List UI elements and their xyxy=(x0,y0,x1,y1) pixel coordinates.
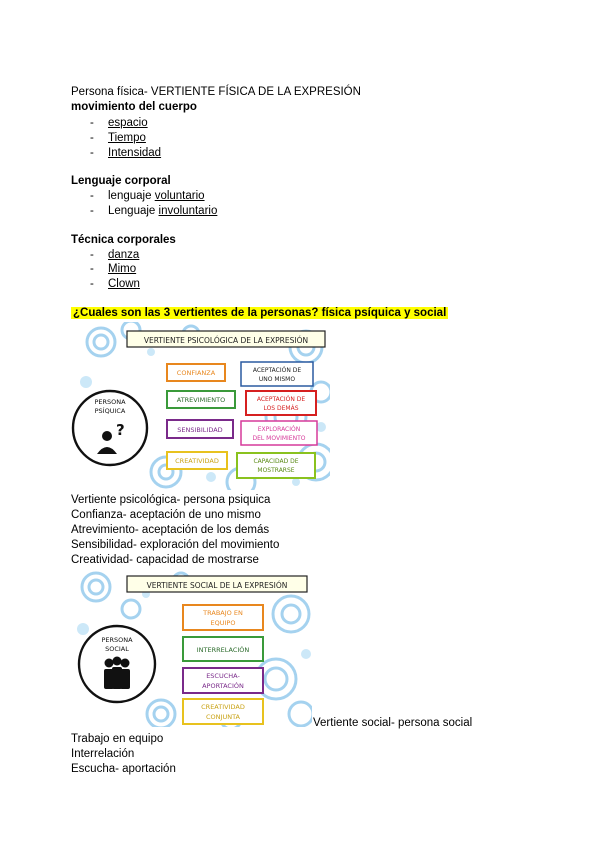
list-item-prefix: Lenguaje xyxy=(108,205,159,217)
list-item-link[interactable]: Clown xyxy=(108,278,140,290)
heading-line: Persona física- VERTIENTE FÍSICA DE LA EXPRESIÓN xyxy=(71,86,361,98)
box-aceptacion-line2: UNO MISMO xyxy=(258,376,296,383)
list-dash: - xyxy=(90,147,94,159)
list-item-link[interactable]: voluntario xyxy=(154,190,205,202)
circle-social-line2: SOCIAL xyxy=(105,645,129,653)
list-dash: - xyxy=(90,117,94,129)
box-confianza: CONFIANZA xyxy=(176,369,216,377)
box-aceptacion-line1: ACEPTACIÓN DE xyxy=(252,367,302,374)
highlighted-question: ¿Cuales son las 3 vertientes de la personas? física psíquica y social xyxy=(73,307,447,319)
list-dash: - xyxy=(90,205,94,217)
box-capacidad-line2: MOSTRARSE xyxy=(257,467,295,474)
question-line xyxy=(71,306,448,321)
box-exploracion-line2: DEL MOVIMIENTO xyxy=(252,435,306,442)
box-trabajo-line1: TRABAJO EN xyxy=(203,609,243,617)
social-line: Escucha- aportación xyxy=(71,763,176,775)
list-item-link[interactable]: involuntario xyxy=(158,205,218,217)
section-title-tecnica: Técnica corporales xyxy=(71,234,176,246)
box-capacidad-line1: CAPACIDAD DE xyxy=(253,458,299,465)
psico-line: Creatividad- capacidad de mostrarse xyxy=(71,554,259,566)
list-dash: - xyxy=(90,249,94,261)
circle-social-line1: PERSONA xyxy=(101,636,133,644)
box-creatividad-conjunta-line1: CREATIVIDAD xyxy=(201,703,245,711)
list-dash: - xyxy=(90,278,94,290)
box-exploracion-line1: EXPLORACIÓN xyxy=(257,426,301,433)
box-trabajo-line2: EQUIPO xyxy=(210,619,236,627)
box-escucha-line1: ESCUCHA- xyxy=(206,672,240,680)
psico-line: Confianza- aceptación de uno mismo xyxy=(71,509,261,521)
list-item-link[interactable]: espacio xyxy=(108,117,148,129)
box-atrevimiento: ATREVIMIENTO xyxy=(176,396,226,404)
diagram-social-svg xyxy=(71,569,312,727)
question-mark-text: ? xyxy=(116,421,125,439)
section-title-movimiento: movimiento del cuerpo xyxy=(71,101,197,113)
box-escucha-line2: APORTACIÓN xyxy=(202,682,244,690)
psico-line: Sensibilidad- exploración del movimiento xyxy=(71,539,280,551)
box-demas-line1: ACEPTACIÓN DE xyxy=(256,396,306,403)
psico-line: Atrevimiento- aceptación de los demás xyxy=(71,524,270,536)
box-creatividad: CREATIVIDAD xyxy=(175,457,219,465)
box-interrelacion: INTERRELACIÓN xyxy=(196,646,250,654)
diagram-psicologica-title: VERTIENTE PSICOLÓGICA DE LA EXPRESIÓN xyxy=(143,336,309,345)
list-item-text xyxy=(108,189,205,204)
diagram-social-title: VERTIENTE SOCIAL DE LA EXPRESIÓN xyxy=(146,581,288,590)
social-line: Trabajo en equipo xyxy=(71,733,164,745)
list-dash: - xyxy=(90,263,94,275)
social-caption: Vertiente social- persona social xyxy=(313,717,473,729)
list-item-link[interactable]: Mimo xyxy=(108,263,137,275)
box-demas-line2: LOS DEMÁS xyxy=(263,405,299,412)
diagram-social xyxy=(71,569,312,727)
psico-line: Vertiente psicológica- persona psiquica xyxy=(71,494,271,506)
circle-label-line1: PERSONA xyxy=(94,398,126,406)
list-item-link[interactable]: Intensidad xyxy=(108,147,162,159)
list-dash: - xyxy=(90,190,94,202)
diagram-psicologica-svg xyxy=(71,322,330,490)
social-line: Interrelación xyxy=(71,748,135,760)
section-title-lenguaje: Lenguaje corporal xyxy=(71,175,171,187)
box-sensibilidad: SENSIBILIDAD xyxy=(177,426,223,434)
list-item-link[interactable]: Tiempo xyxy=(108,132,146,144)
diagram-psicologica xyxy=(71,322,330,490)
circle-label-line2: PSÍQUICA xyxy=(94,407,126,415)
list-item-prefix: lenguaje xyxy=(108,190,155,202)
group-people-icon xyxy=(104,657,130,690)
list-item-text xyxy=(108,204,217,219)
list-dash: - xyxy=(90,132,94,144)
box-creatividad-conjunta-line2: CONJUNTA xyxy=(206,713,240,721)
list-item-link[interactable]: danza xyxy=(108,249,140,261)
